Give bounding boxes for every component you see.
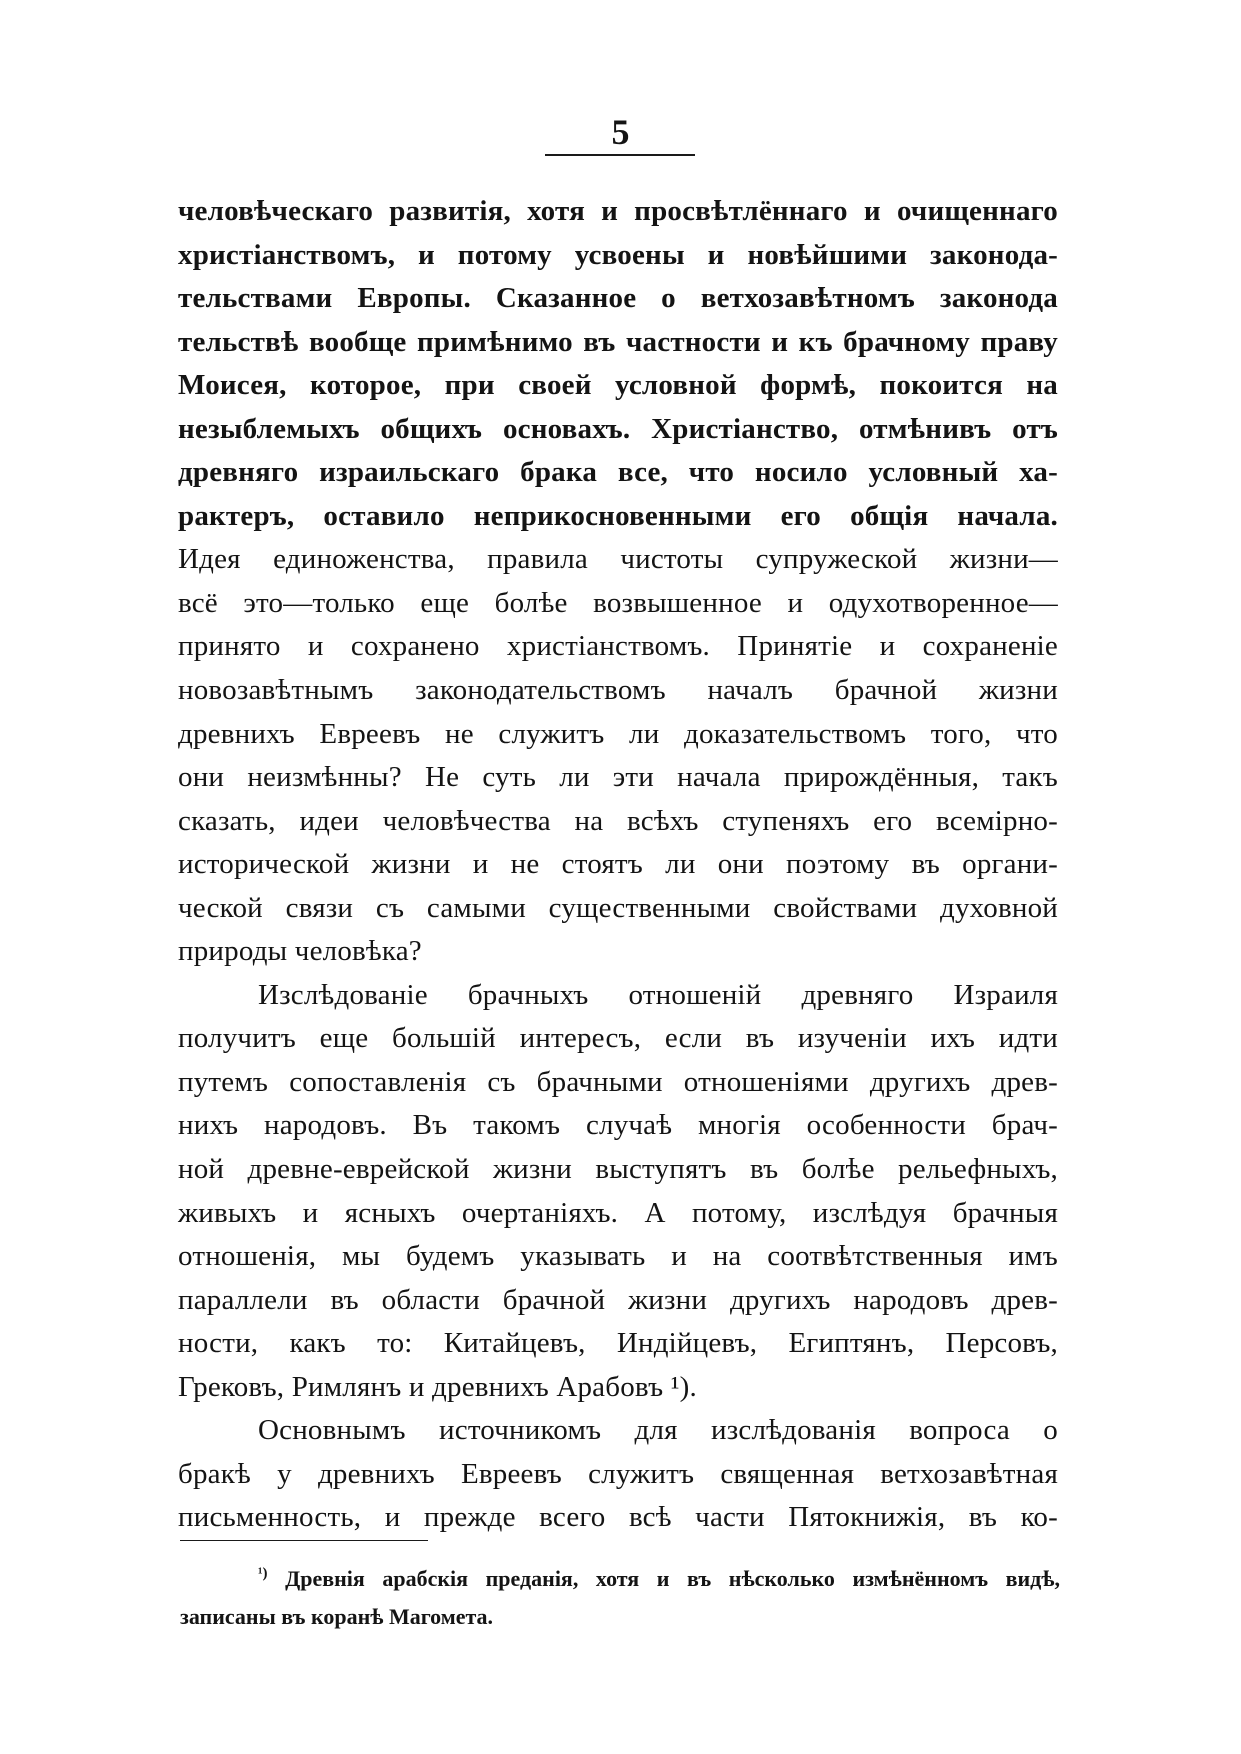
text-line: тельствами Европы. Сказанное о ветхозавѣтномъ законода bbox=[178, 282, 1058, 315]
text-line: параллели въ области брачной жизни другихъ народовъ древ- bbox=[178, 1283, 1058, 1316]
text-line: древнихъ Евреевъ не служитъ ли доказательствомъ того, что bbox=[178, 717, 1058, 750]
paragraph-end-line: Грековъ, Римлянъ и древнихъ Арабовъ ¹). bbox=[178, 1370, 697, 1403]
text-line: Моисея, которое, при своей условной формѣ, покоится на bbox=[178, 369, 1058, 402]
text-line: ности, какъ то: Китайцевъ, Индійцевъ, Египтянъ, Персовъ, bbox=[178, 1327, 1058, 1360]
paragraph-start-line: Изслѣдованіе брачныхъ отношеній древняго Израиля bbox=[258, 978, 1058, 1011]
footnote bbox=[180, 1560, 1060, 1636]
body-text bbox=[178, 190, 1058, 1540]
footnote-line bbox=[180, 1560, 1060, 1598]
header-rule bbox=[545, 154, 695, 156]
text-line: путемъ сопоставленія съ брачными отношеніями другихъ древ- bbox=[178, 1065, 1058, 1098]
text-line: всё это—только еще болѣе возвышенное и одухотворенное— bbox=[178, 586, 1058, 619]
footnote-line: записаны въ коранѣ Магомета. bbox=[180, 1604, 494, 1629]
text-line: тельствѣ вообще примѣнимо въ частности и къ брачному праву bbox=[178, 325, 1058, 358]
text-line: исторической жизни и не стоятъ ли они поэтому въ органи- bbox=[178, 848, 1058, 881]
text-line: новозавѣтнымъ законодательствомъ началъ брачной жизни bbox=[178, 674, 1058, 707]
footnote-marker: ¹) bbox=[258, 1565, 268, 1582]
text-line: рактеръ, оставило неприкосновенными его общія начала. bbox=[178, 499, 1058, 532]
text-line: они неизмѣнны? Не суть ли эти начала прирождённыя, такъ bbox=[178, 761, 1058, 794]
text-line: человѣческаго развитія, хотя и просвѣтлённаго и очищеннаго bbox=[178, 195, 1058, 227]
text-line: христіанствомъ, и потому усвоены и новѣйшими законода- bbox=[178, 238, 1058, 271]
text-line: ной древне-еврейской жизни выступятъ въ болѣе рельефныхъ, bbox=[178, 1153, 1058, 1186]
footnote-rule bbox=[180, 1540, 428, 1541]
paragraph-start-line: Основнымъ источникомъ для изслѣдованія вопроса о bbox=[258, 1414, 1058, 1447]
text-line: Идея единоженства, правила чистоты супружеской жизни— bbox=[178, 543, 1058, 576]
text-line: древняго израильскаго брака все, что носило условный ха- bbox=[178, 456, 1058, 489]
text-line: нихъ народовъ. Въ такомъ случаѣ многія особенности брач- bbox=[178, 1109, 1058, 1142]
text-line: сказать, идеи человѣчества на всѣхъ ступеняхъ его всемірно- bbox=[178, 804, 1058, 837]
text-line: ческой связи съ самыми существенными свойствами духовной bbox=[178, 891, 1058, 924]
text-line: бракѣ у древнихъ Евреевъ служитъ священная ветхозавѣтная bbox=[178, 1457, 1058, 1490]
text-line: принято и сохранено христіанствомъ. Принятіе и сохраненіе bbox=[178, 630, 1058, 663]
text-line: получитъ еще большій интересъ, если въ изученіи ихъ идти bbox=[178, 1022, 1058, 1055]
paragraph-end-line: природы человѣка? bbox=[178, 935, 422, 968]
page-number: 5 bbox=[611, 112, 630, 152]
text-line: письменность, и прежде всего всѣ части Пятокнижія, въ ко- bbox=[178, 1501, 1058, 1534]
text-line: отношенія, мы будемъ указывать и на соотвѣтственныя имъ bbox=[178, 1240, 1058, 1273]
text-line: незыблемыхъ общихъ основахъ. Христіанство, отмѣнивъ отъ bbox=[178, 412, 1058, 445]
footnote-text: Древнія арабскія преданія, хотя и въ нѣсколько измѣнённомъ видѣ, bbox=[285, 1566, 1060, 1591]
text-line: живыхъ и ясныхъ очертаніяхъ. А потому, изслѣдуя брачныя bbox=[178, 1196, 1058, 1229]
